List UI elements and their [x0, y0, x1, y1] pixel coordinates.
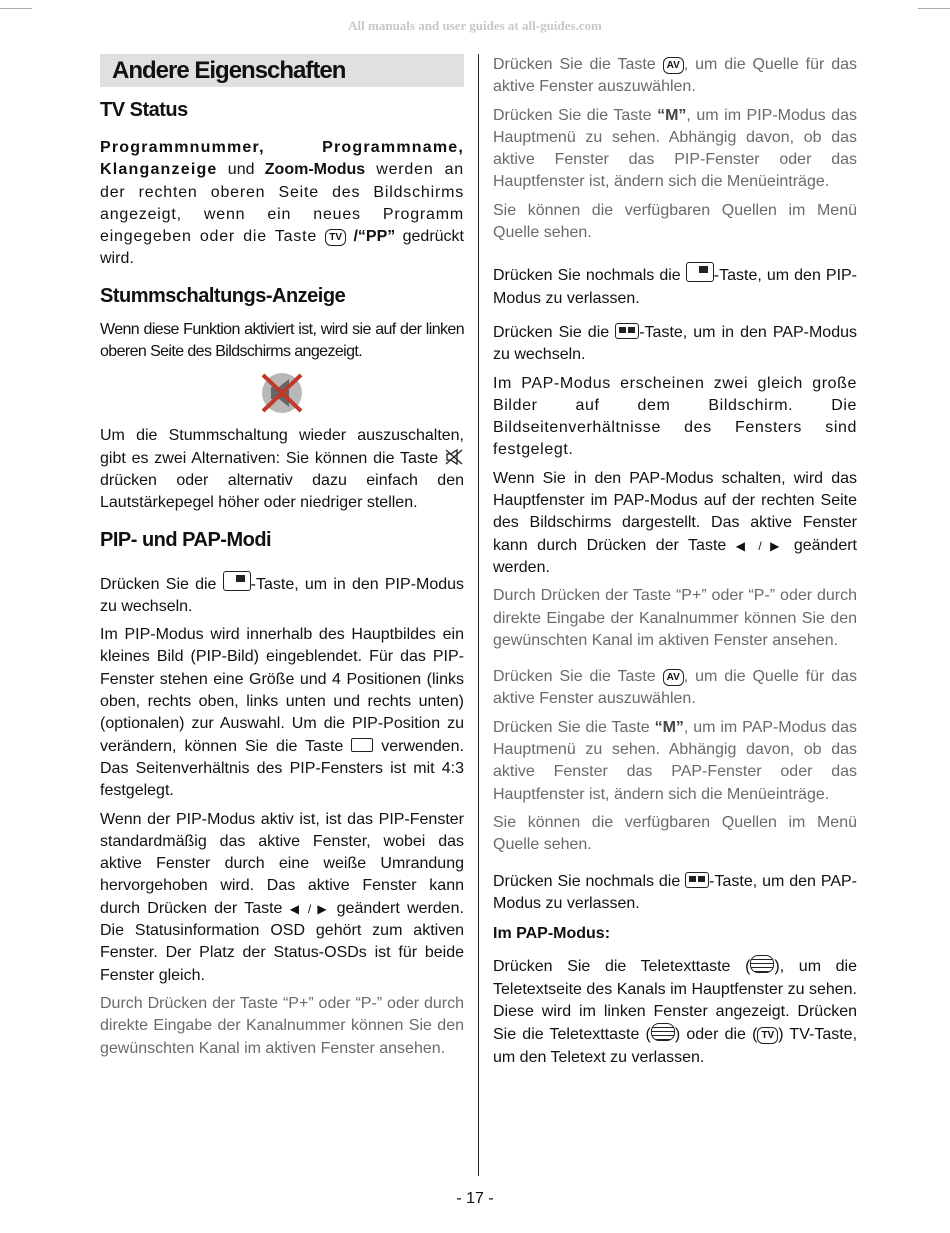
pip-text-3b: geändert werden. Die Statusinformation OSD gehört zum aktiven Fenster. Der Platz der Status-OSDs ist für beide Fenster gleich. — [100, 899, 464, 984]
right-text-13a: Drücken Sie die Teletexttaste ( — [493, 958, 751, 976]
right-text-3: Sie können die verfügbaren Quellen im Menü Quelle sehen. — [493, 201, 857, 242]
right-text-13c: ) oder die ( — [674, 1026, 758, 1044]
crop-mark-left — [0, 8, 32, 9]
right-text-7 — [493, 468, 857, 579]
pip-text-3 — [100, 809, 464, 987]
right-text-10 — [493, 717, 857, 806]
mute-indicator-icon — [257, 369, 307, 417]
pip-text-1b: -Taste, um in den PIP-Modus zu wechseln. — [100, 575, 465, 615]
right-text-9b: , um die Quelle für das aktive Fenster auszuwählen. — [493, 668, 857, 708]
pip-key-icon-2 — [686, 262, 714, 282]
pap-key-icon — [615, 323, 639, 339]
pip-text-2b: verwenden. Das Seitenverhältnis des PIP-Fensters ist mit 4:3 festgelegt. — [100, 737, 464, 800]
mute-text-2a: Um die Stummschaltung wieder auszuschalten, gibt es zwei Alternativen: Sie können die Taste — [100, 427, 464, 467]
section-banner — [100, 54, 464, 87]
teletext-key-icon — [750, 955, 774, 973]
right-text-2 — [493, 105, 857, 194]
right-text-7a: Wenn Sie in den PAP-Modus schalten, wird das Hauptfenster im PAP-Modus auf der rechten Seite des Bildschirms dargestellt. Das aktive Fenster kann durch Drücken der Taste — [493, 469, 857, 554]
right-text-10b: , um im PAP-Modus das Hauptmenü zu sehen. Abhängig davon, ob das aktive Fenster das PAP-Fenster oder das Hauptfenster ist, ändern sich die Menüeinträge. — [493, 718, 857, 803]
tv-status-bold-1: Programmnummer, Programmname, Klanganzeige — [100, 139, 464, 179]
pip-key-icon — [223, 571, 251, 591]
right-text-8: Durch Drücken der Taste “P+” oder “P-” oder durch direkte Eingabe der Kanalnummer können Sie den gewünschten Kanal im aktiven Fenster ansehen. — [493, 587, 857, 649]
tv-key-icon-2: TV — [757, 1027, 778, 1044]
right-text-12 — [493, 871, 857, 916]
right-text-9 — [493, 666, 857, 711]
m-key-label-2: “M” — [654, 718, 684, 736]
heading-pip-pap: PIP- und PAP-Modi — [100, 528, 272, 551]
mute-text-2b: drücken oder alternativ dazu einfach den Lautstärkepegel höher oder niedriger stellen. — [100, 471, 464, 512]
tv-status-text-3: gedrückt wird. — [100, 228, 464, 268]
arrow-keys-icon-2: ◀ / ▶ — [735, 538, 785, 553]
right-text-9a: Drücken Sie die Taste — [493, 668, 663, 686]
right-text-5a: Drücken Sie die — [493, 323, 616, 341]
tv-status-text — [100, 137, 464, 271]
pap-mode-heading — [493, 923, 857, 945]
mute-text-2 — [100, 425, 464, 514]
right-column — [493, 54, 857, 1069]
tv-status-bold-2: Zoom-Modus — [264, 161, 366, 179]
pap-key-icon-2 — [685, 872, 709, 888]
right-text-5b: -Taste, um in den PAP-Modus zu wechseln. — [493, 323, 857, 364]
swap-key-icon — [351, 738, 373, 752]
teletext-key-icon-2 — [651, 1023, 675, 1041]
right-text-4 — [493, 262, 857, 310]
column-divider — [478, 54, 479, 1176]
right-text-5 — [493, 322, 857, 367]
pip-text-1 — [100, 571, 464, 619]
page-number: - 17 - — [456, 1190, 494, 1207]
watermark: All manuals and user guides at all-guides.com — [348, 18, 602, 33]
right-text-12a: Drücken Sie nochmals die — [493, 872, 686, 890]
pip-text-3a: Wenn der PIP-Modus aktiv ist, ist das PIP-Fenster standardmäßig das aktive Fenster, wobei das aktive Fenster durch eine weiße Umrandung hervorgehoben wird. Das aktive Fenster kann durch Drücken der Taste — [100, 810, 464, 917]
tv-status-text-1: und — [217, 161, 265, 179]
av-key-icon: AV — [663, 57, 684, 74]
right-text-7b: geändert werden. — [493, 536, 857, 576]
right-text-2b: , um im PIP-Modus das Hauptmenü zu sehen. Abhängig davon, ob das aktive Fenster das PIP-Fenster oder das Hauptfenster ist, ändern sich die Menüeinträge. — [493, 106, 857, 191]
pip-text-2 — [100, 624, 464, 802]
right-text-13b: ), um die Teletextseite des Kanals im Hauptfenster zu sehen. Diese wird im linken Fenster angezeigt. Drücken Sie die Teletexttaste ( — [493, 958, 857, 1044]
av-key-icon-2: AV — [663, 669, 684, 686]
pip-text-1a: Drücken Sie die — [100, 575, 223, 593]
right-text-4a: Drücken Sie nochmals die — [493, 267, 686, 285]
left-column — [100, 54, 464, 1060]
right-text-11: Sie können die verfügbaren Quellen im Menü Quelle sehen. — [493, 813, 857, 854]
right-text-1 — [493, 54, 857, 99]
right-text-10a: Drücken Sie die Taste — [493, 718, 655, 736]
right-text-1b: , um die Quelle für das aktive Fenster auszuwählen. — [493, 56, 857, 96]
m-key-label: “M” — [657, 106, 687, 124]
right-text-2a: Drücken Sie die Taste — [493, 106, 658, 124]
mute-text-1: Wenn diese Funktion aktiviert ist, wird sie auf der linken oberen Seite des Bildschirms angezeigt. — [100, 320, 464, 361]
right-text-4b: -Taste, um den PIP-Modus zu verlassen. — [493, 267, 858, 307]
crop-mark-right — [918, 8, 950, 9]
pip-text-2a: Im PIP-Modus wird innerhalb des Hauptbildes ein kleines Bild (PIP-Bild) eingeblendet. Für das PIP-Fenster stehen eine Größe und 4 Positionen (links oben, rechts oben, links unten und rechts unten) (optionalen) zur Auswahl. Um die PIP-Position zu verändern, können Sie die Taste — [100, 626, 464, 755]
right-text-12b: -Taste, um den PAP-Modus zu verlassen. — [493, 872, 857, 912]
pip-text-4: Durch Drücken der Taste “P+” oder “P-” oder durch direkte Eingabe der Kanalnummer können Sie den gewünschten Kanal im aktiven Fenster ansehen. — [100, 994, 464, 1057]
arrow-keys-icon: ◀ / ▶ — [289, 901, 330, 916]
heading-tv-status: TV Status — [100, 99, 188, 121]
tv-key-icon: TV — [325, 229, 346, 246]
right-text-13d: ) TV-Taste, um den Teletext zu verlassen. — [493, 1026, 858, 1066]
heading-mute: Stummschaltungs-Anzeige — [100, 284, 346, 307]
tv-status-text-2: werden an der rechten oberen Seite des Bildschirms angezeigt, wenn ein neues Programm eingegeben oder die Taste — [100, 161, 464, 246]
right-text-13 — [493, 955, 857, 1068]
page-title: Andere Eigenschaften — [112, 57, 346, 84]
right-text-1a: Drücken Sie die Taste — [493, 56, 663, 73]
right-text-6: Im PAP-Modus erscheinen zwei gleich große Bilder auf dem Bildschirm. Die Bildseitenverhältnisse des Fensters sind festgelegt. — [493, 374, 857, 459]
pap-mode-heading-text: Im PAP-Modus: — [493, 925, 611, 943]
pp-key-label: /“PP” — [346, 228, 396, 246]
mute-key-icon — [444, 448, 464, 466]
